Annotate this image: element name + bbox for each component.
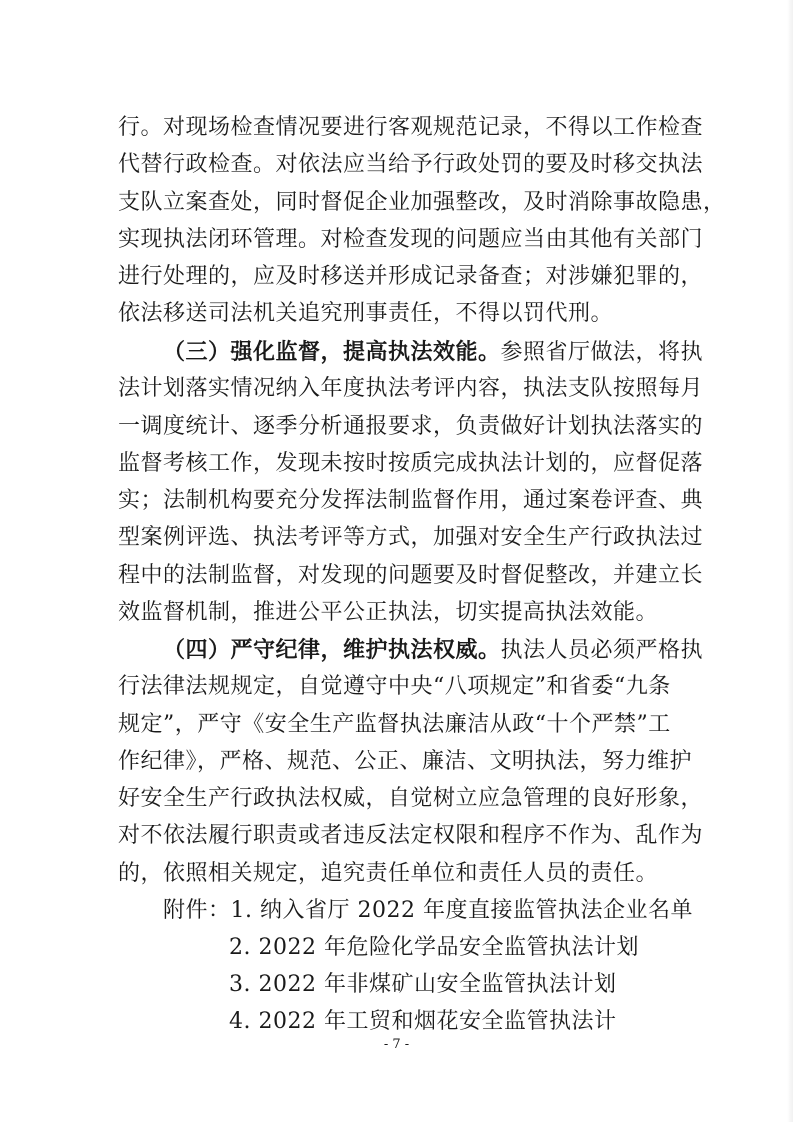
attachment-list-first: [163, 894, 693, 928]
para2-first-line: [163, 335, 703, 369]
para3-line-4: 作纪律》，严格、规范、公正、廉洁、文明执法，努力维护: [118, 749, 693, 774]
para2-line-7: 程中的法制监督，对发现的问题要及时督促整改，并建立长: [118, 563, 704, 588]
para3-line-2: 行法律法规规定，自觉遵守中央“八项规定”和省委“九条: [118, 674, 671, 699]
para1-line-4: 实现执法闭环管理。对检查发现的问题应当由其他有关部门: [118, 227, 704, 252]
para3-first-line-text: 执法人员必须严格执: [500, 638, 704, 663]
attachment-item-1: 1. 纳入省厅 2022 年度直接监管执法企业名单: [230, 898, 693, 923]
para1-line-5: 进行处理的，应及时移送并形成记录备查；对涉嫌犯罪的，: [118, 264, 704, 289]
para1-line-1: 行。对现场检查情况要进行客观规范记录，不得以工作检查: [118, 115, 704, 140]
para1-line-3: 支队立案查处，同时督促企业加强整改，及时消除事故隐患，: [118, 190, 726, 215]
attachment-item-3: 3. 2022 年非煤矿山安全监管执法计划: [229, 972, 617, 997]
attachment-item-2: 2. 2022 年危险化学品安全监管执法计划: [229, 935, 639, 960]
para3-line-7: 的，依照相关规定，追究责任单位和责任人员的责任。: [118, 861, 659, 886]
scan-edge-shadow: [787, 0, 793, 1122]
para2-line-4: 监督考核工作，发现未按时按质完成执法计划的，应督促落: [118, 451, 704, 476]
para2-line-2: 法计划落实情况纳入年度执法考评内容，执法支队按照每月: [118, 376, 704, 401]
section-three-heading: （三）强化监督，提高执法效能。: [163, 339, 501, 365]
page-number: - 7 -: [383, 1037, 410, 1052]
section-four-heading: （四）严守纪律，维护执法权威。: [163, 637, 501, 663]
para1-line-6: 依法移送司法机关追究刑事责任，不得以罚代刑。: [118, 301, 614, 326]
para1-line-2: 代替行政检查。对依法应当给予行政处罚的要及时移交执法: [118, 152, 704, 177]
attachment-label: 附件：: [163, 898, 231, 923]
para3-first-line: [163, 633, 703, 667]
para2-line-3: 一调度统计、逐季分析通报要求，负责做好计划执法落实的: [118, 414, 704, 439]
para2-line-6: 型案例评选、执法考评等方式，加强对安全生产行政执法过: [118, 525, 704, 550]
para3-line-6: 对不依法履行职责或者违反法定权限和程序不作为、乱作为: [118, 823, 704, 848]
para2-first-line-text: 参照省厅做法，将执: [500, 340, 704, 365]
attachment-item-4: 4. 2022 年工贸和烟花安全监管执法计: [229, 1009, 617, 1034]
para2-line-5: 实；法制机构要充分发挥法制监督作用，通过案卷评查、典: [118, 488, 704, 513]
para3-line-5: 好安全生产行政执法权威，自觉树立应急管理的良好形象，: [118, 786, 704, 811]
para2-line-8: 效监督机制，推进公平公正执法，切实提高执法效能。: [118, 600, 659, 625]
para3-line-3: 规定”，严守《安全生产监督执法廉洁从政“十个严禁”工: [118, 712, 671, 737]
